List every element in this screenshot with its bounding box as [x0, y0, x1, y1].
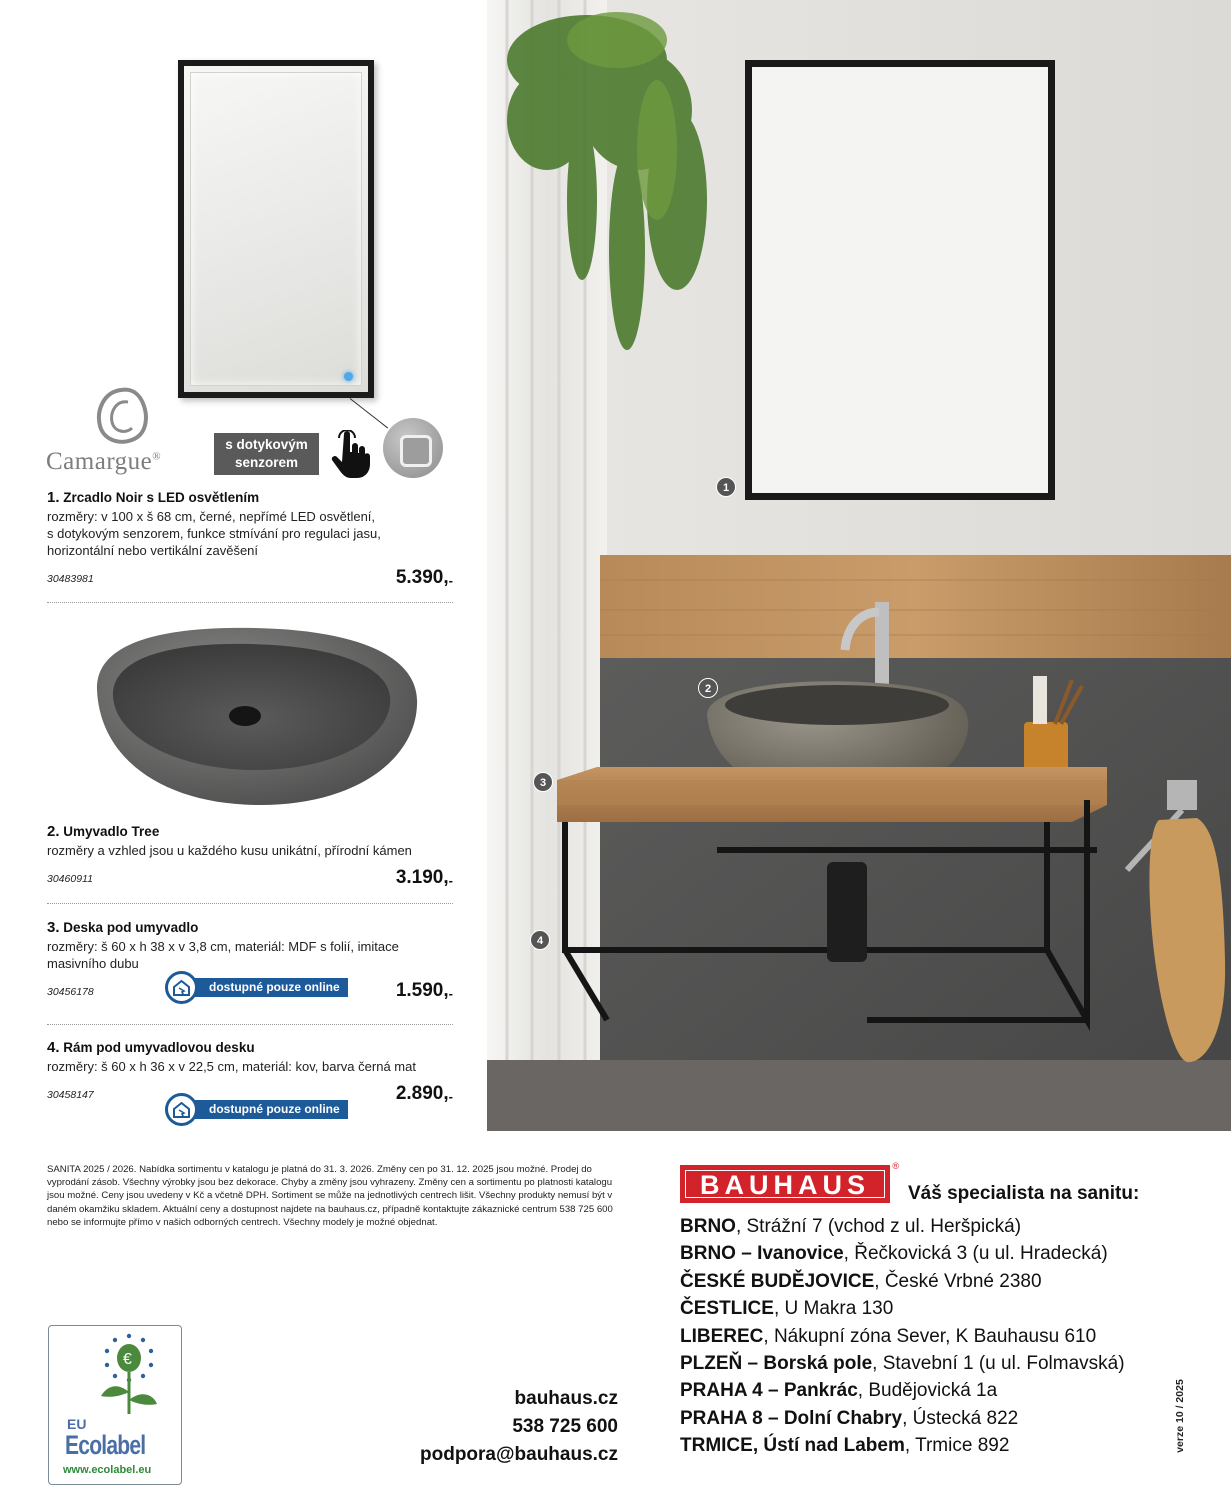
specialist-heading: Váš specialista na sanitu: — [908, 1183, 1140, 1204]
camargue-c-icon — [92, 386, 150, 446]
store-item: TRMICE, Ústí nad Labem, Trmice 892 — [680, 1435, 1010, 1457]
product-description: rozměry: v 100 x š 68 cm, černé, nepřímé LED osvětlení, s dotykovým senzorem, funkce stmívání pro regulaci jasu, horizontální nebo vertikální zavěšení — [47, 509, 381, 558]
product-code: 30483981 — [47, 573, 94, 585]
divider — [47, 1024, 453, 1025]
callout-1: 1 — [716, 477, 736, 497]
callout-2: 2 — [698, 678, 718, 698]
touch-sensor-badge: s dotykovým senzorem — [214, 433, 319, 475]
sensor-pointer-line — [350, 398, 388, 428]
email-link[interactable]: podpora@bauhaus.cz — [420, 1444, 618, 1465]
sensor-button-icon — [383, 418, 443, 478]
store-item: ČESTLICE, U Makra 130 — [680, 1298, 894, 1320]
product-2 — [47, 823, 453, 889]
store-item: PRAHA 8 – Dolní Chabry, Ústecká 822 — [680, 1407, 1019, 1429]
product-title: 1. Zrcadlo Noir s LED osvětlením — [47, 489, 260, 506]
ecolabel-eu-text: EU — [67, 1416, 87, 1432]
svg-text:€: € — [123, 1351, 132, 1368]
product-code: 30458147 — [47, 1089, 94, 1101]
phone-number[interactable]: 538 725 600 — [512, 1416, 618, 1437]
store-item: ČESKÉ BUDĚJOVICE, České Vrbné 2380 — [680, 1270, 1042, 1292]
touch-hand-icon — [330, 430, 370, 478]
product-description: rozměry: š 60 x h 36 x v 22,5 cm, materiál: kov, barva černá mat — [47, 1059, 416, 1074]
product-description: rozměry: š 60 x h 38 x v 3,8 cm, materiál: MDF s folií, imitace masivního dubu — [47, 939, 399, 971]
online-shop-icon — [172, 1100, 191, 1119]
bathroom-lifestyle-photo — [487, 0, 1231, 1131]
product-price: 2.890,- — [395, 1083, 453, 1104]
product-title: 4. Rám pod umyvadlovou desku — [47, 1039, 255, 1056]
contact-block — [420, 1385, 618, 1469]
online-shop-icon — [172, 978, 191, 997]
online-only-badge: dostupné pouze online — [165, 971, 348, 1001]
store-item: BRNO – Ivanovice, Řečkovická 3 (u ul. Hradecká) — [680, 1243, 1108, 1265]
callout-4: 4 — [530, 930, 550, 950]
eu-ecolabel-logo — [48, 1325, 182, 1485]
bauhaus-logo: BAUHAUS ® — [680, 1165, 890, 1203]
catalog-version: verze 10 / 2025 — [1174, 1379, 1186, 1453]
online-only-badge: dostupné pouze online — [165, 1093, 348, 1123]
basin-product-image — [85, 620, 430, 810]
ecolabel-word: Ecolabel — [65, 1430, 146, 1460]
bathroom-scene — [487, 0, 1231, 1131]
legal-notice: SANITA 2025 / 2026. Nabídka sortimentu v katalogu je platná do 31. 3. 2026. Změny cen po 31. 12. 2025 jsou možné. Prodej do vyprodání zásob. Všechny výrobky jsou bez dekorace. Chyby a změny jsou vyhrazeny. Změny cen a sortimentu po platnosti katalogu jsou možné. Ceny jsou uvedeny v Kč a včetně DPH. Sortiment se může na jednotlivých centrech lišit. Všechny produkty nemusí být v daném okamžiku skladem. Aktuální ceny a dostupnost najdete na bauhaus.cz, případně kontaktujte zákaznické centrum 538 725 600 nebo se informujte přímo v našich odborných centrech. Všechny modely je možné objednat. — [47, 1164, 613, 1228]
product-title: 2. Umyvadlo Tree — [47, 823, 160, 840]
product-price: 1.590,- — [395, 980, 453, 1001]
store-item: PLZEŇ – Borská pole, Stavební 1 (u ul. Folmavská) — [680, 1353, 1125, 1375]
product-code: 30460911 — [47, 873, 93, 885]
product-1 — [47, 489, 453, 589]
store-list — [680, 1213, 1125, 1460]
divider — [47, 903, 453, 904]
ecolabel-url: www.ecolabel.eu — [63, 1464, 152, 1476]
store-item: PRAHA 4 – Pankrác, Budějovická 1a — [680, 1380, 998, 1402]
callout-3: 3 — [533, 772, 553, 792]
website-link[interactable]: bauhaus.cz — [514, 1388, 618, 1409]
product-description: rozměry a vzhled jsou u každého kusu unikátní, přírodní kámen — [47, 843, 412, 858]
store-item: BRNO, Strážní 7 (vchod z ul. Heršpická) — [680, 1216, 1022, 1237]
store-item: LIBEREC, Nákupní zóna Sever, K Bauhausu 610 — [680, 1325, 1097, 1347]
ecolabel-flower-icon — [49, 1326, 183, 1421]
divider — [47, 602, 453, 603]
product-title: 3. Deska pod umyvadlo — [47, 919, 199, 936]
mirror-product-image — [178, 60, 374, 398]
product-code: 30456178 — [47, 986, 94, 998]
touch-sensor-dot — [344, 372, 353, 381]
brand-name: Camargue® — [46, 448, 162, 475]
product-price: 5.390,- — [395, 567, 453, 588]
camargue-logo — [46, 386, 196, 481]
product-price: 3.190,- — [395, 867, 453, 888]
